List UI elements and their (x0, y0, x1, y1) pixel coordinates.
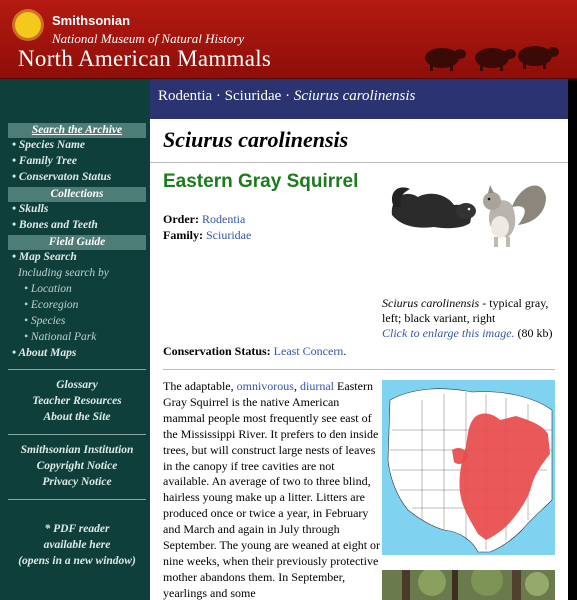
sidebar-link-smithsonian[interactable]: Smithsonian Institution (20, 444, 134, 456)
sidebar-item-bones-teeth[interactable]: • Bones and Teeth (12, 219, 98, 231)
sidebar-divider (8, 499, 146, 500)
family-link[interactable]: Sciuridae (206, 228, 252, 242)
order-label: Order: (163, 212, 199, 226)
tree-trunk-icon (402, 570, 410, 600)
museum-name[interactable]: National Museum of Natural History (52, 31, 245, 46)
breadcrumb-bar (150, 79, 568, 119)
gray-squirrel-icon (483, 185, 546, 247)
breadcrumb-separator: · (281, 88, 294, 104)
pdf-reader-link[interactable]: * PDF reader (44, 523, 110, 535)
smithsonian-sun-logo-icon[interactable] (15, 12, 41, 38)
search-archive-heading[interactable]: Search the Archive (8, 123, 146, 138)
black-squirrel-icon (392, 187, 476, 228)
site-title[interactable]: North American Mammals (18, 46, 272, 71)
desc-intro: The adaptable, (163, 379, 237, 393)
sidebar-item-conservation-status[interactable]: • Conservaton Status (12, 171, 112, 183)
title-divider (150, 162, 568, 163)
family-label: Family: (163, 228, 203, 242)
section-divider (163, 369, 555, 370)
pdf-reader-note: (opens in a new window) (18, 555, 136, 567)
sidebar-subitem-ecoregion[interactable]: • Ecoregion (24, 299, 79, 311)
sidebar-link-copyright[interactable]: Copyright Notice (36, 460, 118, 472)
tree-trunk-icon (452, 570, 458, 600)
breadcrumb-separator: · (212, 88, 225, 104)
pdf-reader-link-line2[interactable]: available here (43, 539, 111, 551)
sidebar-item-family-tree[interactable]: • Family Tree (12, 155, 77, 167)
muskox-silhouettes-icon (420, 36, 560, 74)
sidebar-link-teacher-resources[interactable]: Teacher Resources (32, 395, 122, 407)
image-caption (382, 296, 560, 341)
caption-text: - typical gray, left; black variant, right (382, 296, 549, 325)
sidebar-subitem-location[interactable]: • Location (24, 283, 72, 295)
conservation-end: . (343, 344, 347, 358)
main-content (150, 119, 568, 600)
sidebar-item-map-search[interactable]: • Map Search (12, 251, 77, 263)
caption-species: Sciurus carolinensis (382, 296, 480, 310)
caption-size: (80 kb) (514, 326, 553, 340)
sidebar-subitem-species[interactable]: • Species (24, 315, 66, 327)
sidebar-item-about-maps[interactable]: • About Maps (12, 347, 77, 359)
sidebar-item-skulls[interactable]: • Skulls (12, 203, 49, 215)
conservation-status-row (163, 344, 346, 359)
breadcrumb-order[interactable]: Rodentia (158, 88, 213, 104)
site-header (0, 0, 577, 79)
sidebar (0, 79, 150, 600)
species-description (163, 379, 383, 600)
sidebar-link-about-site[interactable]: About the Site (43, 411, 111, 423)
including-search-label: Including search by (18, 267, 109, 279)
sidebar-link-privacy[interactable]: Privacy Notice (42, 476, 112, 488)
sidebar-link-glossary[interactable]: Glossary (56, 379, 98, 391)
habitat-photo[interactable] (382, 570, 555, 600)
desc-body: Eastern Gray Squirrel is the native American mammal people most frequently see east of the Mississippi River. It prefers to den inside trees, but will construct large nests of leaves in the canopy if tree cavities are not available. An average of two to three blind, hairless young make up a litter. Litters are produced once or twice a year, in February and March and again in July through September. The young are weaned at eight or nine weeks, when their previously protective mother abandons them. In September, yearlings and some (163, 379, 381, 600)
common-name: Eastern Gray Squirrel (163, 171, 359, 192)
omnivorous-link[interactable]: omnivorous (236, 379, 294, 393)
breadcrumb-family[interactable]: Sciuridae (224, 88, 282, 104)
sidebar-divider (8, 434, 146, 435)
sidebar-subitem-national-park[interactable]: • National Park (24, 331, 97, 343)
org-name[interactable]: Smithsonian (52, 13, 131, 28)
squirrel-illustration[interactable] (388, 167, 548, 257)
field-guide-heading: Field Guide (8, 235, 146, 250)
collections-heading: Collections (8, 187, 146, 202)
conservation-label: Conservation Status: (163, 344, 271, 358)
enlarge-image-link[interactable]: Click to enlarge this image. (382, 326, 515, 340)
sidebar-divider (8, 369, 146, 370)
family-row (163, 228, 251, 243)
order-link[interactable]: Rodentia (201, 212, 246, 226)
desc-comma: , (293, 379, 300, 393)
tree-trunk-icon (512, 570, 521, 600)
conservation-link[interactable]: Least Concern (273, 344, 344, 358)
order-row (163, 212, 245, 227)
page-title: Sciurus carolinensis (163, 127, 349, 152)
breadcrumb-species: Sciurus carolinensis (293, 88, 416, 104)
diurnal-link[interactable]: diurnal (299, 379, 334, 393)
breadcrumb (158, 88, 415, 105)
range-map[interactable] (382, 380, 555, 555)
sidebar-item-species-name[interactable]: • Species Name (12, 139, 86, 151)
